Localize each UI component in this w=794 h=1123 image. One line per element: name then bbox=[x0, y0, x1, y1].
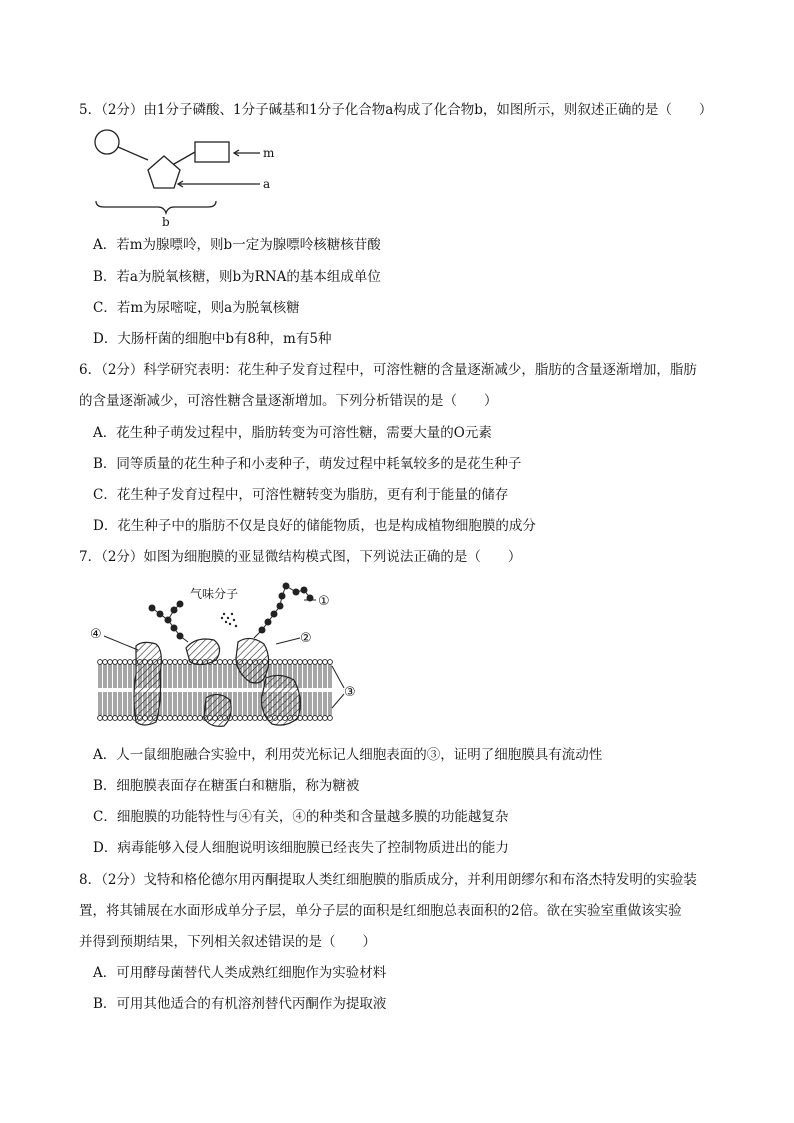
brace-b bbox=[96, 201, 216, 213]
phospholipid-head bbox=[123, 692, 128, 720]
label-b: b bbox=[162, 215, 170, 229]
label-2: ② bbox=[300, 631, 312, 646]
q8-option-a: A．可用酵母菌替代人类成熟红细胞作为实验材料 bbox=[93, 965, 387, 981]
phospholipid-head bbox=[313, 692, 318, 720]
phospholipid-head bbox=[233, 692, 238, 720]
phospholipid-head bbox=[303, 660, 308, 688]
phospholipid-head bbox=[298, 660, 303, 688]
q6-option-c: C．花生种子发育过程中，可溶性糖转变为脂肪，更有利于能量的储存 bbox=[93, 487, 509, 503]
odor-label: 气味分子 bbox=[190, 587, 239, 601]
phospholipid-head bbox=[128, 660, 133, 688]
phospholipid-head bbox=[328, 692, 333, 720]
phospholipid-head bbox=[313, 660, 318, 688]
phospholipid-head bbox=[108, 660, 113, 688]
nucleotide-diagram bbox=[92, 128, 282, 230]
q7-stem: 7．（2分）如图为细胞膜的亚显微结构模式图，下列说法正确的是（ ） bbox=[79, 549, 522, 565]
peripheral-protein-left bbox=[186, 639, 220, 665]
phospholipid-head bbox=[113, 692, 118, 720]
phospholipid-head bbox=[163, 660, 168, 688]
phospholipid-head bbox=[173, 692, 178, 720]
phospholipid-head bbox=[198, 692, 203, 720]
phospholipid-head bbox=[173, 660, 178, 688]
q5-option-d: D．大肠杆菌的细胞中b有8种，m有5种 bbox=[93, 331, 332, 347]
phospholipid-head bbox=[193, 692, 198, 720]
phosphate-circle bbox=[95, 130, 119, 154]
q8-option-b: B．可用其他适合的有机溶剂替代丙酮作为提取液 bbox=[93, 996, 387, 1012]
inner-protein bbox=[204, 694, 231, 726]
phospholipid-head bbox=[318, 660, 323, 688]
phospholipid-head bbox=[183, 692, 188, 720]
phospholipid-head bbox=[318, 692, 323, 720]
phospholipid-head bbox=[213, 660, 218, 688]
phospholipid-head bbox=[238, 692, 243, 720]
phospholipid-head bbox=[308, 692, 313, 720]
phospholipid-head bbox=[178, 692, 183, 720]
base-square bbox=[195, 142, 229, 162]
q6-stem-line1: 6．（2分）科学研究表明：花生种子发育过程中，可溶性糖的含量逐渐减少，脂肪的含量逐渐增加，脂肪 bbox=[79, 362, 697, 378]
phospholipid-head bbox=[323, 692, 328, 720]
q7-option-a: A．人一鼠细胞融合实验中，利用荧光标记人细胞表面的③，证明了细胞膜具有流动性 bbox=[93, 747, 603, 763]
odor-molecule-dots bbox=[221, 613, 237, 627]
phospholipid-head bbox=[188, 660, 193, 688]
phospholipid-head bbox=[163, 692, 168, 720]
phospholipid-head bbox=[103, 692, 108, 720]
phospholipid-head bbox=[103, 660, 108, 688]
pentose-pentagon bbox=[148, 156, 180, 188]
label-4: ④ bbox=[90, 627, 102, 642]
phospholipid-head bbox=[168, 660, 173, 688]
phospholipid-head bbox=[183, 660, 188, 688]
phospholipid-head bbox=[308, 660, 313, 688]
q5-option-a: A．若m为腺嘌呤，则b一定为腺嘌呤核糖核苷酸 bbox=[93, 237, 381, 253]
phospholipid-head bbox=[113, 660, 118, 688]
phospholipid-head bbox=[123, 660, 128, 688]
label-a: a bbox=[263, 177, 271, 191]
phospholipid-head bbox=[248, 692, 253, 720]
phospholipid-head bbox=[253, 692, 258, 720]
label-3: ③ bbox=[344, 685, 356, 700]
phospholipid-head bbox=[128, 692, 133, 720]
lipid-bilayer-top bbox=[98, 660, 333, 688]
phospholipid-head bbox=[118, 660, 123, 688]
q6-option-d: D．花生种子中的脂肪不仅是良好的储能物质，也是构成植物细胞膜的成分 bbox=[93, 518, 536, 534]
phospholipid-head bbox=[328, 660, 333, 688]
phospholipid-head bbox=[188, 692, 193, 720]
label-1: ① bbox=[318, 594, 330, 609]
phospholipid-head bbox=[98, 692, 103, 720]
q7-option-c: C．细胞膜的功能特性与④有关，④的种类和含量越多膜的功能越复杂 bbox=[93, 809, 509, 825]
phospholipid-head bbox=[243, 692, 248, 720]
q5-stem: 5．（2分）由1分子磷酸、1分子碱基和1分子化合物a构成了化合物b，如图所示，则叙述正确的是（ ） bbox=[79, 102, 713, 118]
q6-stem-line2: 的含量逐渐减少，可溶性糖含量逐渐增加。下列分析错误的是（ ） bbox=[79, 393, 498, 409]
phospholipid-head bbox=[168, 692, 173, 720]
glycan-chain-left bbox=[149, 601, 188, 642]
q6-option-b: B．同等质量的花生种子和小麦种子，萌发过程中耗氧较多的是花生种子 bbox=[93, 456, 522, 472]
phospholipid-head bbox=[228, 660, 233, 688]
phospholipid-head bbox=[118, 692, 123, 720]
phospholipid-head bbox=[223, 660, 228, 688]
q8-stem-line2: 置，将其铺展在水面形成单分子层，单分子层的面积是红细胞总表面积的2倍。欲在实验室重做该实验 bbox=[79, 903, 682, 919]
q5-option-b: B．若a为脱氧核糖，则b为RNA的基本组成单位 bbox=[93, 269, 381, 285]
phospholipid-head bbox=[303, 692, 308, 720]
q8-stem-line3: 并得到预期结果，下列相关叙述错误的是（ ） bbox=[79, 934, 376, 950]
q6-option-a: A．花生种子萌发过程中，脂肪转变为可溶性糖，需要大量的O元素 bbox=[93, 425, 492, 441]
phospholipid-head bbox=[323, 660, 328, 688]
phospholipid-head bbox=[178, 660, 183, 688]
label-m: m bbox=[263, 146, 275, 160]
phospholipid-head bbox=[108, 692, 113, 720]
phospholipid-head bbox=[218, 660, 223, 688]
q8-stem-line1: 8．（2分）戈特和格伦德尔用丙酮提取人类红细胞膜的脂质成分，并利用朗缪尔和布洛杰特发明的实验装 bbox=[79, 872, 697, 888]
q5-option-c: C．若m为尿嘧啶，则a为脱氧核糖 bbox=[93, 300, 300, 316]
q7-option-d: D．病毒能够入侵人细胞说明该细胞膜已经丧失了控制物质进出的能力 bbox=[93, 840, 509, 856]
glycan-chain-right bbox=[254, 583, 313, 638]
phospholipid-head bbox=[98, 660, 103, 688]
transmembrane-protein-4 bbox=[134, 642, 161, 725]
q7-option-b: B．细胞膜表面存在糖蛋白和糖脂，称为糖被 bbox=[93, 778, 360, 794]
membrane-diagram bbox=[90, 578, 380, 730]
transmembrane-protein-right bbox=[262, 675, 301, 725]
